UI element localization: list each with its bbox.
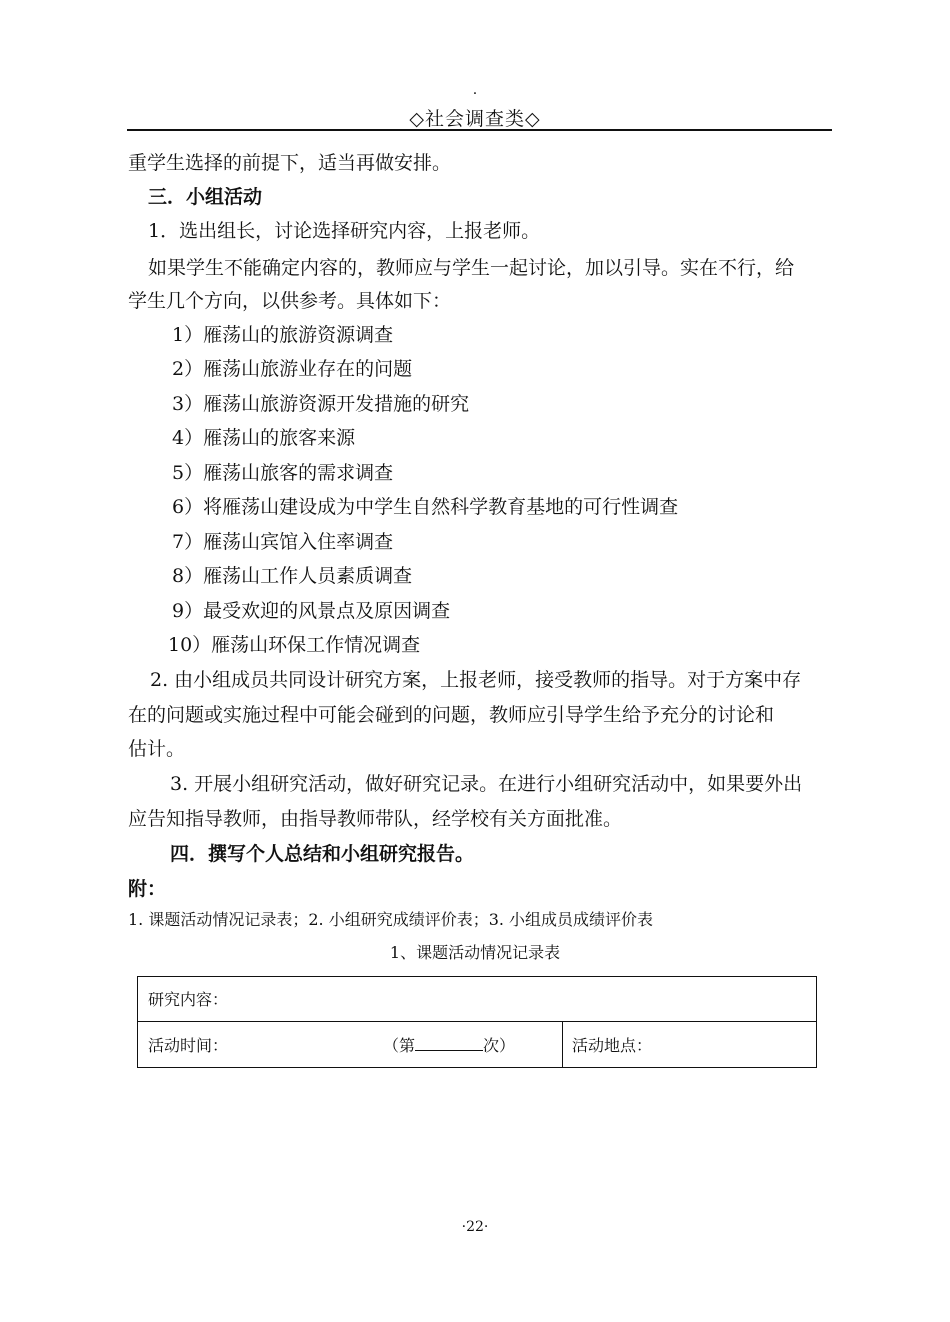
header-category-title: ◇社会调查类◇ xyxy=(409,108,541,130)
topic-item: 4）雁荡山的旅客来源 xyxy=(172,427,356,449)
topic-item: 7）雁荡山宾馆入住率调查 xyxy=(172,531,394,553)
session-prefix: （第 xyxy=(383,1036,416,1055)
header-rule xyxy=(127,129,832,131)
topic-item: 2）雁荡山旅游业存在的问题 xyxy=(172,358,413,380)
continued-line: 重学生选择的前提下，适当再做安排。 xyxy=(128,152,452,174)
topic-item: 1）雁荡山的旅游资源调查 xyxy=(172,324,394,346)
table-divider xyxy=(562,1022,563,1068)
section-3-heading: 三．小组活动 xyxy=(148,186,263,208)
appendix-list: 1. 课题活动情况记录表；2. 小组研究成绩评价表；3. 小组成员成绩评价表 xyxy=(128,910,654,929)
session-number-field xyxy=(383,1036,515,1056)
item-3-line-1: 3. 开展小组研究活动，做好研究记录。在进行小组研究活动中，如果要外出 xyxy=(170,773,803,795)
paragraph-1-line-2: 学生几个方向，以供参考。具体如下： xyxy=(128,290,452,312)
item-2-line-3: 估计。 xyxy=(128,738,186,760)
item-2-line-2: 在的问题或实施过程中可能会碰到的问题，教师应引导学生给予充分的讨论和 xyxy=(128,704,775,726)
header-dot: . xyxy=(472,82,478,98)
page-number: ·22· xyxy=(461,1219,489,1235)
paragraph-1-line-1: 如果学生不能确定内容的，教师应与学生一起讨论，加以引导。实在不行，给 xyxy=(148,257,795,279)
appendix-heading: 附： xyxy=(128,878,167,900)
activity-place-label: 活动地点： xyxy=(572,1036,653,1055)
activity-record-table xyxy=(137,976,817,1068)
topic-item: 3）雁荡山旅游资源开发措施的研究 xyxy=(172,393,470,415)
topic-item: 6）将雁荡山建设成为中学生自然科学教育基地的可行性调查 xyxy=(172,496,679,518)
item-3-line-2: 应告知指导教师，由指导教师带队，经学校有关方面批准。 xyxy=(128,808,623,830)
topic-item: 9）最受欢迎的风景点及原因调查 xyxy=(172,600,451,622)
activity-time-label: 活动时间： xyxy=(148,1036,229,1055)
section-4-heading: 四．撰写个人总结和小组研究报告。 xyxy=(170,843,475,865)
session-blank xyxy=(415,1036,483,1051)
table-caption: 1、课题活动情况记录表 xyxy=(389,943,561,962)
item-2-line-1: 2. 由小组成员共同设计研究方案，上报老师，接受教师的指导。对于方案中存 xyxy=(150,669,802,691)
session-suffix: 次） xyxy=(483,1036,516,1055)
topic-item: 8）雁荡山工作人员素质调查 xyxy=(172,565,413,587)
research-content-label: 研究内容： xyxy=(148,990,229,1009)
topic-item: 5）雁荡山旅客的需求调查 xyxy=(172,462,394,484)
topic-item: 10）雁荡山环保工作情况调查 xyxy=(168,634,421,656)
item-1: 1．选出组长，讨论选择研究内容，上报老师。 xyxy=(148,220,541,242)
table-row xyxy=(138,977,816,1022)
